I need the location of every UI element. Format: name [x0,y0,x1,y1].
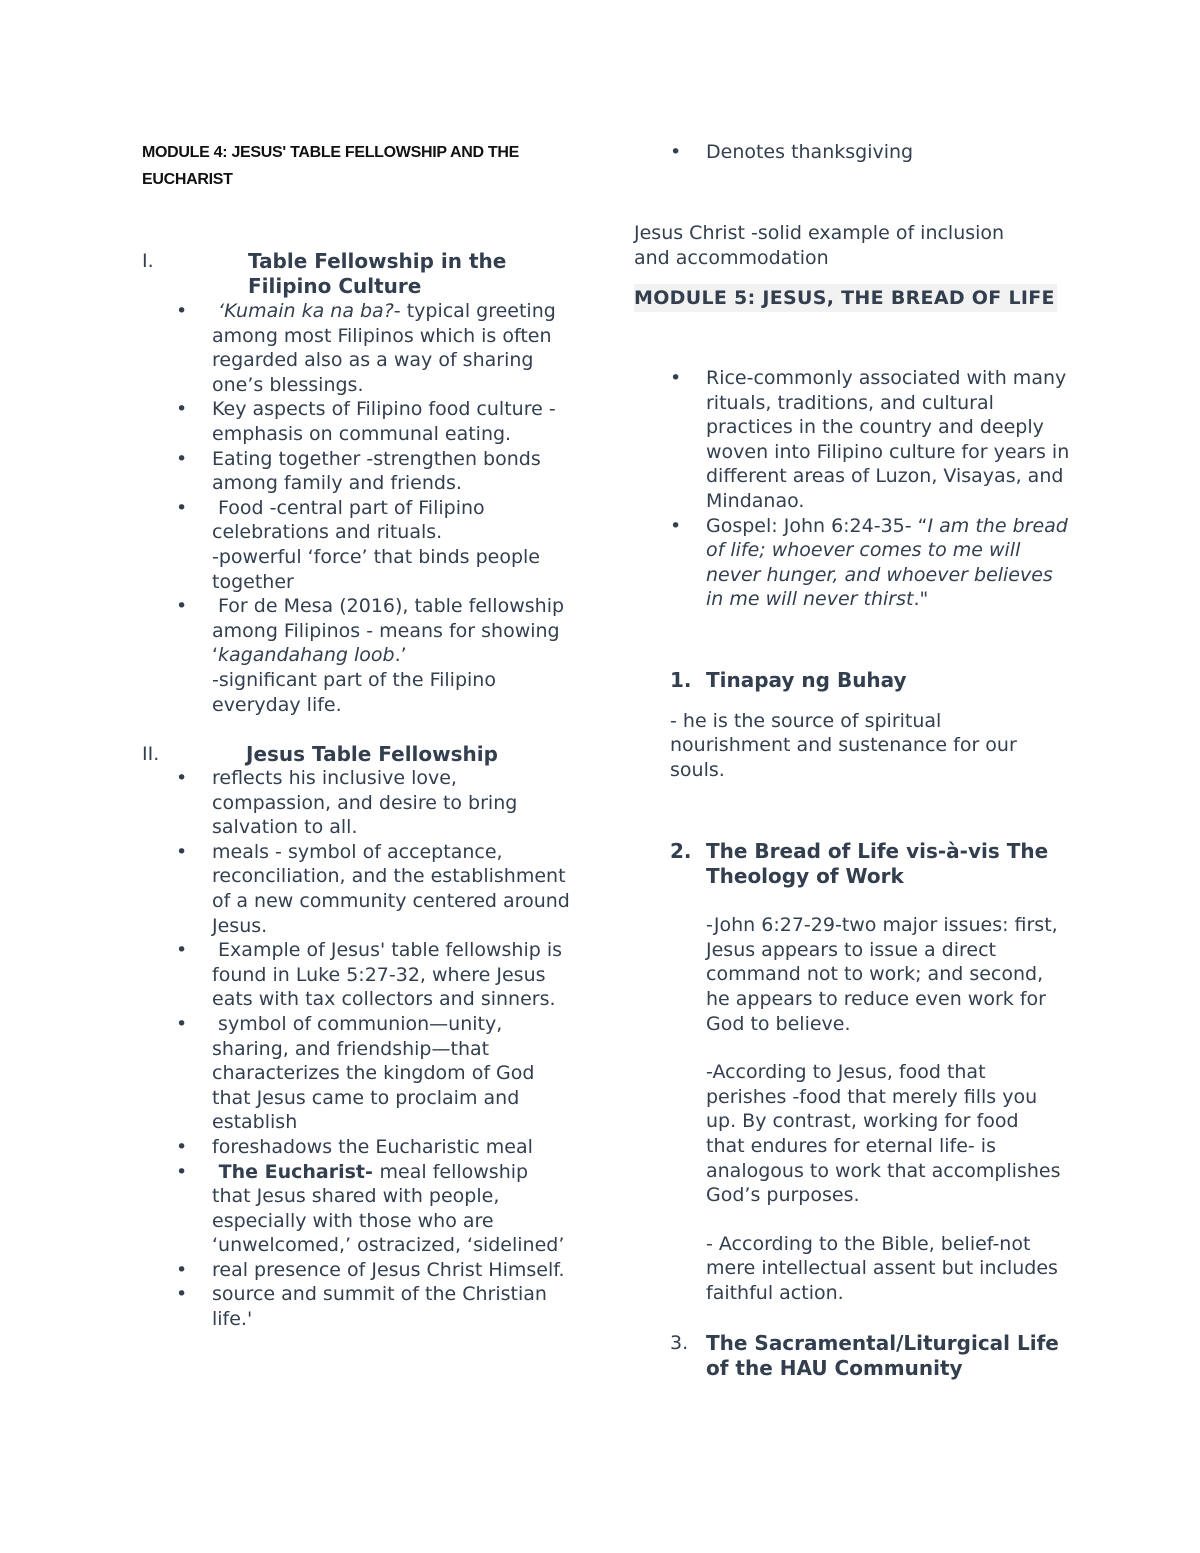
bullet-icon: • [176,840,188,863]
bullet-text: meal fellowship that Jesus shared with people, especially with those who are ‘unwelcomed,’ ostracized, ‘sidelined’ [212,1160,565,1257]
bullet-text: meals - symbol of acceptance, reconciliation, and the establishment of a new community centered around Jesus. [212,840,570,937]
bullet-text-continued: -significant part of the Filipino everyday life. [212,668,496,716]
bullet-icon: • [176,447,188,470]
bullet-text: .’ [394,644,407,667]
tagalog-greeting: ‘Kumain ka na ba? [218,300,394,322]
bullet-text: symbol of communion—unity, sharing, and friendship—that characterizes the kingdom of God that Jesus came to proclaim and establish [212,1012,541,1134]
bullet-icon: • [176,398,188,421]
list-item [142,1012,572,1135]
bullet-text: reflects his inclusive love, compassion, and desire to bring salvation to all. [212,767,518,839]
list-item [142,766,572,840]
bullet-text: For de Mesa (2016), table fellowship among Filipinos - means for showing ‘ [212,595,571,667]
item-3-header [634,1331,1074,1380]
section1-number: I. [142,250,154,272]
list-item [142,594,572,717]
item-1-heading: Tinapay ng Buhay [706,668,907,692]
list-item [142,1258,572,1283]
bullet-icon: • [670,367,682,389]
list-item [142,397,572,446]
item-1-number: 1. [670,668,692,692]
bullet-text: source and summit of the Christian life.' [212,1283,547,1331]
bullet-text: - typical greeting among most Filipinos which is often regarded also as a way of sharing one’s blessings. [212,300,556,396]
module5-bullet-list [634,366,1074,612]
bullet-text: Example of Jesus' table fellowship is found in Luke 5:27-32, where Jesus eats with tax collectors and sinners. [212,939,569,1011]
bullet-text: Denotes thanksgiving [706,141,914,163]
eucharist-dash: - [365,1160,380,1183]
bullet-text: Rice-commonly associated with many rituals, traditions, and cultural practices in the country and deeply woven into Filipino culture for years in different areas of Luzon, Visayas, and Mindanao. [706,367,1070,512]
bullet-text: real presence of Jesus Christ Himself. [212,1258,565,1281]
bullet-text-continued: -powerful ‘force’ that binds people together [212,545,541,593]
jesus-christ-paragraph: Jesus Christ -solid example of inclusion and accommodation [634,222,1005,269]
section2-bullet-list [142,766,572,1332]
bullet-icon: • [176,767,188,789]
item-2-paragraph-3: - According to the Bible, belief-not mere intellectual assent but includes faithful action. [706,1232,1058,1304]
bullet-icon: • [176,300,188,322]
bullet-icon: • [176,1258,188,1281]
bullet-text: foreshadows the Eucharistic meal [212,1135,533,1158]
item-2-header [634,839,1074,888]
bullet-text: Eating together -strengthen bonds among family and friends. [212,447,541,495]
bullet-icon: • [176,1135,188,1158]
top-bullet-list [634,140,1074,165]
eucharist-term: The Eucharist [212,1160,366,1183]
item-2-number: 2. [670,839,692,863]
item-2 [634,839,1074,1306]
item-3-number: 3. [670,1332,689,1354]
bullet-icon: • [176,939,188,962]
list-item [142,1160,572,1258]
bullet-icon: • [670,141,682,163]
list-item [634,366,1074,514]
list-item [634,514,1074,612]
bullet-text: Food -central part of Filipino celebrations and rituals. [212,496,491,544]
list-item [142,1282,572,1331]
list-item [142,447,572,496]
item-3-heading: The Sacramental/Liturgical Life of the HAU Community [706,1331,1059,1380]
module5-title: MODULE 5: JESUS, THE BREAD OF LIFE [634,284,1057,312]
bullet-text: Key aspects of Filipino food culture -emphasis on communal eating. [212,398,556,445]
list-item [142,840,572,938]
list-item [142,938,572,1012]
module4-title: MODULE 4: JESUS' TABLE FELLOWSHIP AND THE EUCHARIST [142,144,520,188]
list-item [634,140,1074,165]
bullet-icon: • [176,1160,188,1183]
list-item [142,1135,572,1160]
gospel-quote: I am the bread of life; whoever comes to me will never hunger, and whoever believes in me will never thirst [706,514,1068,611]
bullet-icon: • [176,595,188,618]
section1-bullet-list [142,299,572,717]
tagalog-term: kagandahang loob [218,644,395,667]
item-2-heading: The Bread of Life vis-à-vis The Theology of Work [706,839,1049,888]
bullet-icon: • [176,1283,188,1306]
item-2-paragraph-2: -According to Jesus, food that perishes -food that merely fills you up. By contrast, working for food that endures for eternal life- is analogous to work that accomplishes God’s purposes. [706,1061,1061,1207]
bullet-icon: • [176,1012,188,1035]
item-1 [634,668,1074,782]
bullet-icon: • [670,514,682,537]
module5-title-wrapper [634,284,1057,312]
section2-number: II. [142,743,160,765]
item-1-header [634,668,1074,693]
list-item [142,299,572,397]
gospel-reference: Gospel: John 6:24-35- “ [706,514,928,537]
list-item [142,496,572,594]
item-3 [634,1331,1074,1380]
section1-header [142,249,572,298]
section1-heading: Table Fellowship in the Filipino Culture [248,249,507,298]
bullet-icon: • [176,496,188,519]
item-2-paragraph-1: -John 6:27-29-two major issues: first, Jesus appears to issue a direct command not to work; and second, he appears to reduce even work for God to believe. [706,914,1058,1035]
section2-header [142,742,572,767]
item-1-paragraph: - he is the source of spiritual nourishment and sustenance for our souls. [670,709,1017,781]
bullet-text: ." [913,588,929,611]
section2-heading: Jesus Table Fellowship [246,742,498,766]
